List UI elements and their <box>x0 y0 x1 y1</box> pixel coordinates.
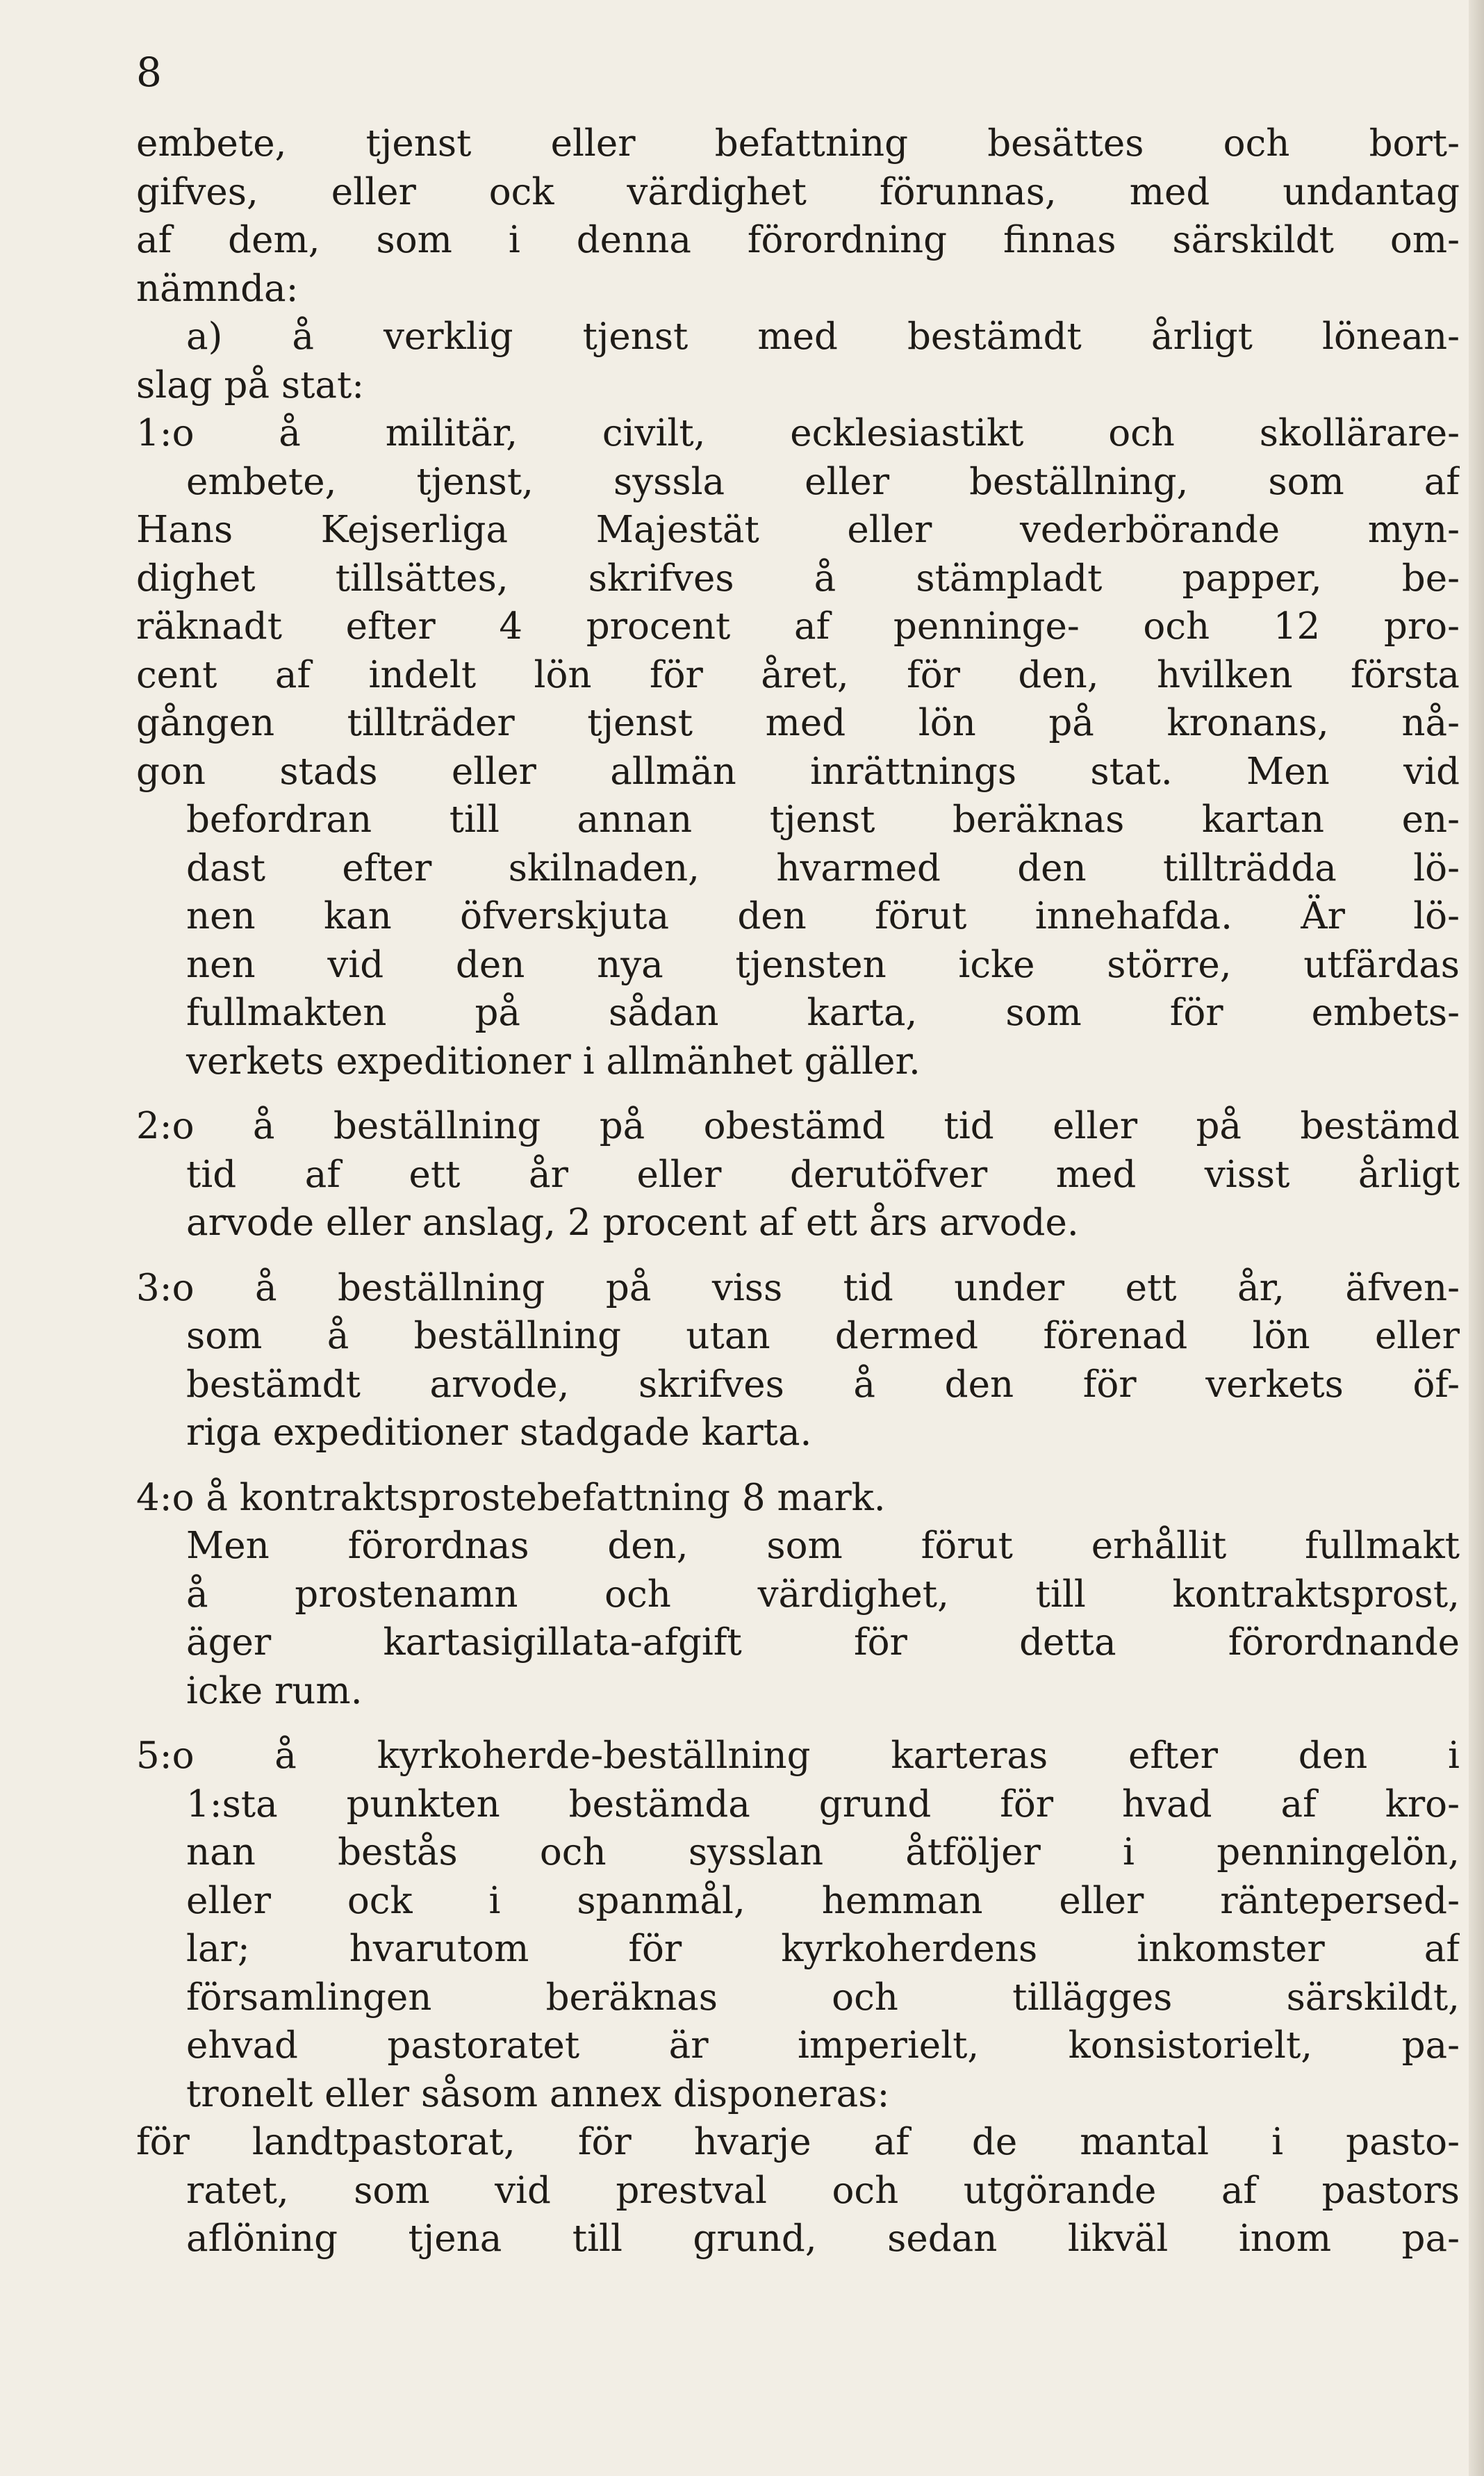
text-line: nen kan öfverskjuta den förut innehafda. Är lö- <box>186 895 1460 937</box>
text-line: 1:o å militär, civilt, ecklesiastikt och skollärare- <box>136 412 1460 454</box>
text-line: dast efter skilnaden, hvarmed den tillträdda lö- <box>186 846 1460 889</box>
text-line: eller ock i spanmål, hemman eller räntepersed- <box>186 1879 1460 1922</box>
text-line: tronelt eller såsom annex disponeras: <box>186 2072 890 2115</box>
page-number: 8 <box>136 49 162 96</box>
text-line: ehvad pastoratet är imperielt, konsistorielt, pa- <box>186 2024 1460 2067</box>
text-line: icke rum. <box>186 1669 363 1712</box>
text-line: aflöning tjena till grund, sedan likväl inom pa- <box>186 2217 1460 2260</box>
text-line: räknadt efter 4 procent af penninge- och 12 pro- <box>136 605 1460 648</box>
paragraph-gap <box>136 1085 1460 1102</box>
text-line: ratet, som vid prestval och utgörande af pastors <box>186 2169 1460 2212</box>
text-line: 2:o å beställning på obestämd tid eller på bestämd <box>136 1105 1460 1147</box>
text-line: lar; hvarutom för kyrkoherdens inkomster af <box>186 1928 1460 1970</box>
text-line: nämnda: <box>136 267 299 310</box>
text-line: cent af indelt lön för året, för den, hvilken första <box>136 653 1460 696</box>
text-line: af dem, som i denna förordning finnas särskildt om- <box>136 219 1460 261</box>
text-line: dighet tillsättes, skrifves å stämpladt papper, be- <box>136 557 1460 600</box>
text-line: som å beställning utan dermed förenad lön eller <box>186 1315 1460 1357</box>
text-line: 1:sta punkten bestämda grund för hvad af kro- <box>186 1782 1460 1826</box>
page-edge <box>1469 0 1484 2476</box>
paragraph-gap <box>136 1247 1460 1264</box>
text-line: församlingen beräknas och tillägges särskildt, <box>186 1976 1460 2019</box>
text-line: slag på stat: <box>136 363 365 407</box>
text-line: bestämdt arvode, skrifves å den för verkets öf- <box>186 1363 1460 1406</box>
text-line: Hans Kejserliga Majestät eller vederbörande myn- <box>136 509 1460 551</box>
text-line: embete, tjenst, syssla eller beställning, som af <box>186 460 1460 503</box>
text-line: 3:o å beställning på viss tid under ett år, äfven- <box>136 1266 1460 1309</box>
text-line: 5:o å kyrkoherde-beställning karteras efter den i <box>136 1735 1460 1777</box>
text-line: riga expeditioner stadgade karta. <box>186 1411 812 1454</box>
text-line: fullmakten på sådan karta, som för embets- <box>186 992 1460 1034</box>
text-line: arvode eller anslag, 2 procent af ett års arvode. <box>186 1202 1079 1244</box>
text-line: Men förordnas den, som förut erhållit fullmakt <box>186 1525 1460 1567</box>
text-line: för landtpastorat, för hvarje af de mantal i pasto- <box>136 2121 1460 2163</box>
text-line: å prostenamn och värdighet, till kontraktsprost, <box>186 1573 1460 1616</box>
body-text <box>136 120 1460 2263</box>
text-line: gon stads eller allmän inrättnings stat. Men vid <box>136 750 1460 793</box>
text-line: äger kartasigillata-afgift för detta förordnande <box>186 1621 1460 1664</box>
text-line: nen vid den nya tjensten icke större, utfärdas <box>186 943 1460 986</box>
text-line: 4:o å kontraktsprostebefattning 8 mark. <box>136 1476 886 1519</box>
text-line: verkets expeditioner i allmänhet gäller. <box>186 1040 921 1083</box>
text-line: gången tillträder tjenst med lön på kronans, nå- <box>136 702 1460 744</box>
text-line: embete, tjenst eller befattning besättes och bort- <box>136 122 1460 165</box>
paragraph-gap <box>136 1715 1460 1732</box>
text-line: a) å verklig tjenst med bestämdt årligt lönean- <box>186 315 1460 358</box>
text-line: befordran till annan tjenst beräknas kartan en- <box>186 798 1460 841</box>
text-line: gifves, eller ock värdighet förunnas, med undantag <box>136 170 1460 213</box>
text-line: tid af ett år eller derutöfver med visst årligt <box>186 1153 1460 1196</box>
paragraph-gap <box>136 1457 1460 1474</box>
text-line: nan bestås och sysslan åtföljer i penningelön, <box>186 1831 1460 1874</box>
